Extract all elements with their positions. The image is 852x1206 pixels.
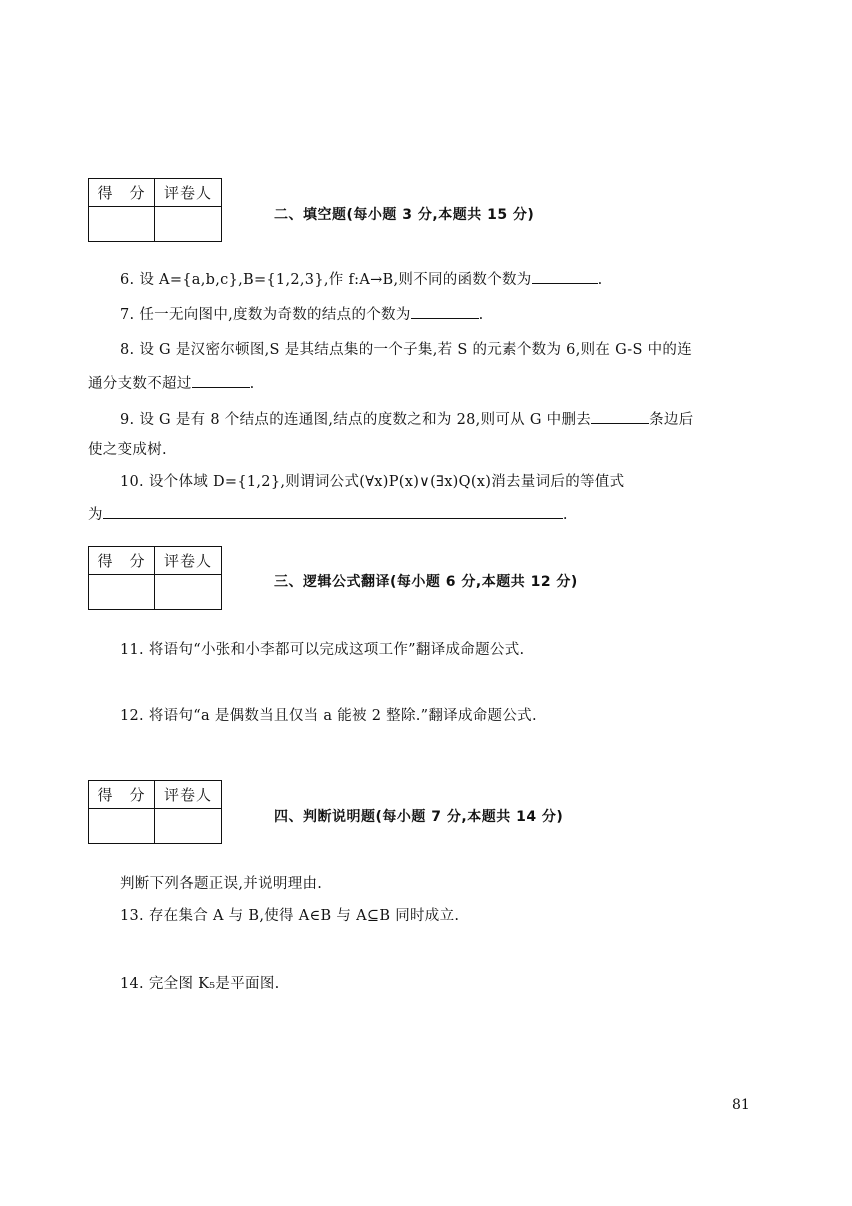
reviewer-cell — [155, 575, 221, 609]
answer-blank — [591, 409, 649, 424]
answer-blank — [411, 304, 479, 319]
question-7-end: . — [478, 307, 484, 323]
score-cell — [89, 809, 155, 843]
question-10-end: . — [562, 507, 568, 523]
reviewer-label: 评卷人 — [155, 547, 221, 575]
question-12: 12. 将语句“a 是偶数当且仅当 a 能被 2 整除.”翻译成命题公式. — [120, 708, 537, 724]
score-box — [88, 178, 222, 242]
section-title-fill-in: 二、填空题(每小题 3 分,本题共 15 分) — [274, 207, 535, 223]
question-6-end: . — [597, 272, 603, 288]
question-8-line1: 8. 设 G 是汉密尔顿图,S 是其结点集的一个子集,若 S 的元素个数为 6,则在 G-S 中的连 — [120, 342, 693, 358]
reviewer-cell — [155, 809, 221, 843]
reviewer-label: 评卷人 — [155, 781, 221, 809]
question-8-text: 通分支数不超过 — [88, 376, 192, 392]
answer-blank — [103, 504, 563, 519]
answer-blank — [532, 269, 598, 284]
reviewer-cell — [155, 207, 221, 241]
reviewer-label: 评卷人 — [155, 179, 221, 207]
question-10-line2 — [88, 503, 568, 524]
question-11: 11. 将语句“小张和小李都可以完成这项工作”翻译成命题公式. — [120, 642, 525, 658]
section-title-logic-translation: 三、逻辑公式翻译(每小题 6 分,本题共 12 分) — [274, 574, 578, 590]
score-label: 得 分 — [89, 179, 155, 207]
score-label: 得 分 — [89, 547, 155, 575]
question-7-text: 7. 任一无向图中,度数为奇数的结点的个数为 — [120, 307, 411, 323]
score-cell — [89, 207, 155, 241]
question-6-text: 6. 设 A={a,b,c},B={1,2,3},作 f:A→B,则不同的函数个数为 — [120, 272, 532, 288]
section-4-instructions: 判断下列各题正误,并说明理由. — [120, 876, 323, 892]
question-13: 13. 存在集合 A 与 B,使得 A∈B 与 A⊆B 同时成立. — [120, 908, 460, 924]
question-10-line1: 10. 设个体域 D={1,2},则谓词公式(∀x)P(x)∨(∃x)Q(x)消去量词后的等值式 — [120, 474, 625, 490]
question-8-line2 — [88, 372, 255, 393]
score-label: 得 分 — [89, 781, 155, 809]
question-9-text: 9. 设 G 是有 8 个结点的连通图,结点的度数之和为 28,则可从 G 中删去 — [120, 412, 592, 428]
score-cell — [89, 575, 155, 609]
question-9-line1 — [120, 408, 693, 429]
score-box — [88, 780, 222, 844]
page-number: 81 — [732, 1097, 750, 1113]
question-6 — [120, 268, 603, 289]
question-9-end: 条边后 — [649, 412, 694, 428]
question-7 — [120, 303, 484, 324]
question-14: 14. 完全图 K₅是平面图. — [120, 976, 280, 992]
question-9-line2: 使之变成树. — [88, 442, 167, 458]
answer-blank — [192, 373, 250, 388]
score-box — [88, 546, 222, 610]
question-8-end: . — [249, 376, 255, 392]
section-title-judgement: 四、判断说明题(每小题 7 分,本题共 14 分) — [274, 809, 564, 825]
question-10-text: 为 — [88, 507, 103, 523]
